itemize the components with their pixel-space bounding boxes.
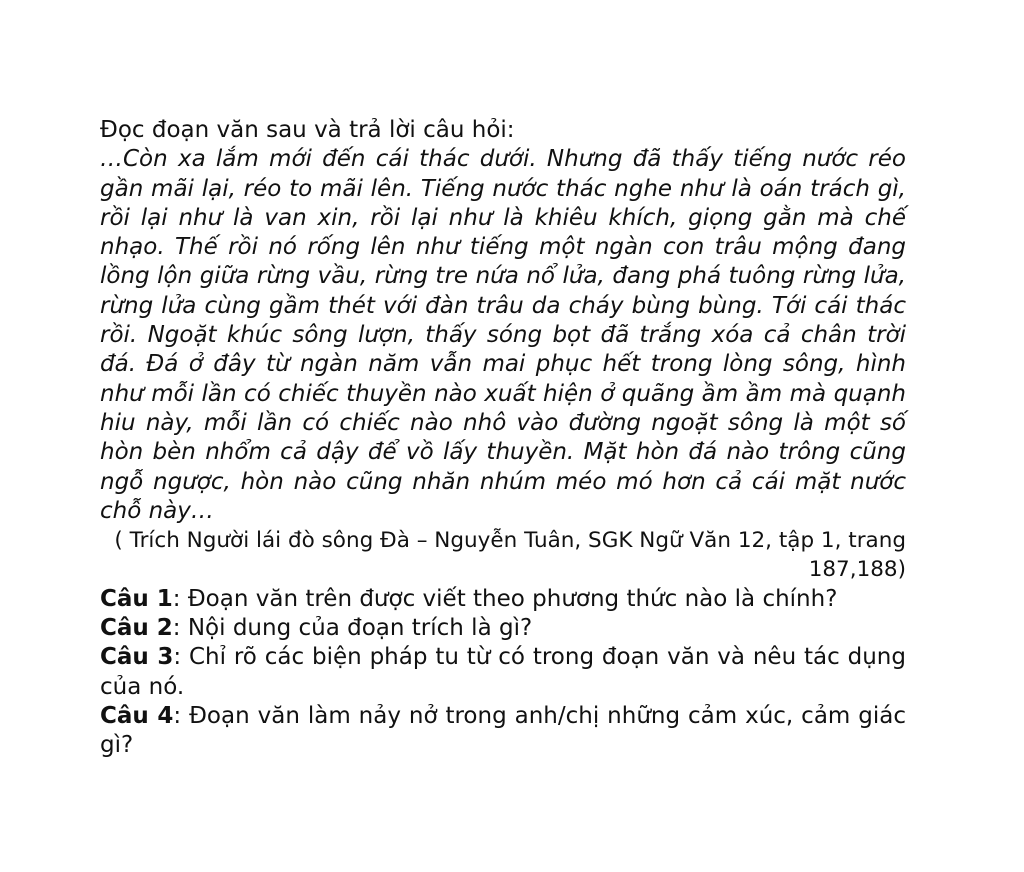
excerpt-passage: …Còn xa lắm mới đến cái thác dưới. Nhưng đã thấy tiếng nước réo gần mãi lại, réo to mãi lên. Tiếng nước thác nghe như là oán trách gì, rồi lại như là van xin, rồi lại như là khiêu khích, giọng gằn mà chế nhạo. Thế rồi nó rống lên như tiếng một ngàn con trâu mộng đang lồng lộn giữa rừng vầu, rừng tre nứa nổ lửa, đang phá tuông rừng lửa, rừng lửa cùng gầm thét với đàn trâu da cháy bùng bùng. Tới cái thác rồi. Ngoặt khúc sông lượn, thấy sóng bọt đã trắng xóa cả chân trời đá. Đá ở đây từ ngàn năm vẫn mai phục hết trong lòng sông, hình như mỗi lần có chiếc thuyền nào xuất hiện ở quãng ầm ầm mà quạnh hiu này, mỗi lần có chiếc nào nhô vào đường ngoặt sông là một số hòn bèn nhổm cả dậy để vồ lấy thuyền. Mặt hòn đá nào trông cũng ngỗ ngược, hòn nào cũng nhăn nhúm méo mó hơn cả cái mặt nước chỗ này… [100, 146, 906, 524]
question-1 [100, 585, 906, 614]
instruction-text: Đọc đoạn văn sau và trả lời câu hỏi: [100, 117, 515, 143]
question-text: : Đoạn văn làm nảy nở trong anh/chị những cảm xúc, cảm giác gì? [100, 702, 906, 759]
question-text: : Nội dung của đoạn trích là gì? [172, 615, 533, 642]
question-3 [100, 643, 906, 702]
question-label: Câu 3 [100, 644, 174, 671]
question-label: Câu 4 [100, 702, 174, 729]
document-body [100, 116, 906, 761]
question-label: Câu 1 [100, 585, 173, 612]
question-label: Câu 2 [100, 615, 173, 642]
question-2 [100, 614, 906, 643]
question-text: : Đoạn văn trên được viết theo phương thức nào là chính? [172, 585, 838, 612]
question-text: : Chỉ rõ các biện pháp tu từ có trong đoạn văn và nêu tác dụng của nó. [100, 644, 906, 700]
source-citation: ( Trích Người lái đò sông Đà – Nguyễn Tuân, SGK Ngữ Văn 12, tập 1, trang 187,188) [114, 528, 906, 583]
question-4 [100, 702, 906, 761]
